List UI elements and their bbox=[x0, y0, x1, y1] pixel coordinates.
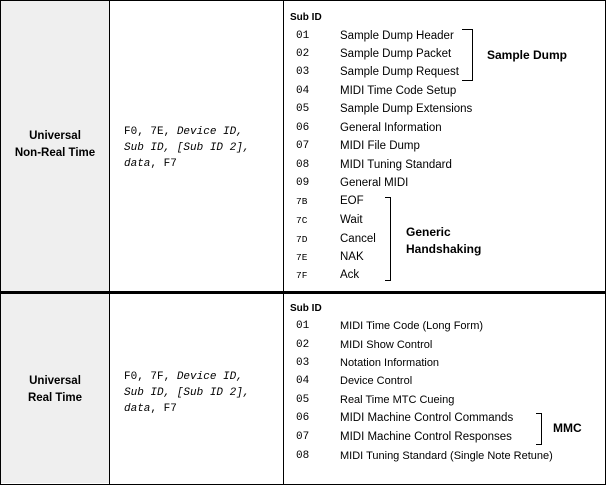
category-label bbox=[1, 128, 109, 162]
sub-id-row: 03 Sample Dump Request bbox=[296, 66, 459, 78]
sub-id-header: Sub ID bbox=[290, 12, 322, 23]
sub-id-row: 02 MIDI Show Control bbox=[296, 339, 433, 351]
sub-id-row: 05 Real Time MTC Cueing bbox=[296, 394, 455, 406]
sub-id-row: 01 MIDI Time Code (Long Form) bbox=[296, 320, 484, 332]
sub-id-header: Sub ID bbox=[290, 303, 322, 314]
sub-id-row: 05 Sample Dump Extensions bbox=[296, 103, 473, 115]
sub-id-row: 09 General MIDI bbox=[296, 177, 409, 189]
category-line-1: Universal bbox=[29, 130, 81, 142]
sub-id-row: 04 MIDI Time Code Setup bbox=[296, 85, 457, 97]
sub-id-row: 02 Sample Dump Packet bbox=[296, 48, 452, 60]
sub-id-row: 07 MIDI File Dump bbox=[296, 140, 420, 152]
sub-id-row: 03 Notation Information bbox=[296, 357, 440, 369]
section-divider bbox=[0, 291, 606, 294]
group-bracket-mmc bbox=[536, 413, 542, 445]
column-divider-2 bbox=[283, 0, 284, 485]
group-label-sample-dump: Sample Dump bbox=[487, 48, 568, 62]
sub-id-row: 06 General Information bbox=[296, 122, 442, 134]
category-line-2: Non-Real Time bbox=[14, 147, 96, 159]
sub-id-row: 07 MIDI Machine Control Responses bbox=[296, 431, 512, 443]
sub-id-row: 7E NAK bbox=[296, 251, 364, 263]
message-format: F0, 7F, Device ID, Sub ID, [Sub ID 2], data, F7 bbox=[124, 371, 250, 415]
sub-id-row: 7B EOF bbox=[296, 195, 364, 207]
sub-id-row: 08 MIDI Tuning Standard bbox=[296, 159, 452, 171]
group-label-handshaking: Generic Handshaking bbox=[406, 225, 482, 256]
category-label bbox=[1, 373, 109, 407]
group-bracket-handshaking bbox=[385, 197, 391, 281]
sub-id-row: 7C Wait bbox=[296, 214, 363, 226]
category-line-1: Universal bbox=[29, 375, 81, 387]
sub-id-row: 7D Cancel bbox=[296, 233, 376, 245]
sub-id-row: 04 Device Control bbox=[296, 375, 413, 387]
sub-id-row: 06 MIDI Machine Control Commands bbox=[296, 412, 514, 424]
sub-id-row: 7F Ack bbox=[296, 269, 360, 281]
column-divider-1 bbox=[109, 0, 110, 485]
sub-id-row: 01 Sample Dump Header bbox=[296, 30, 454, 42]
group-bracket-sample-dump bbox=[462, 29, 473, 81]
category-line-2: Real Time bbox=[27, 392, 83, 404]
message-format: F0, 7E, Device ID, Sub ID, [Sub ID 2], data, F7 bbox=[124, 126, 250, 170]
sub-id-row: 08 MIDI Tuning Standard (Single Note Retune) bbox=[296, 450, 553, 462]
group-label-mmc: MMC bbox=[553, 421, 582, 435]
